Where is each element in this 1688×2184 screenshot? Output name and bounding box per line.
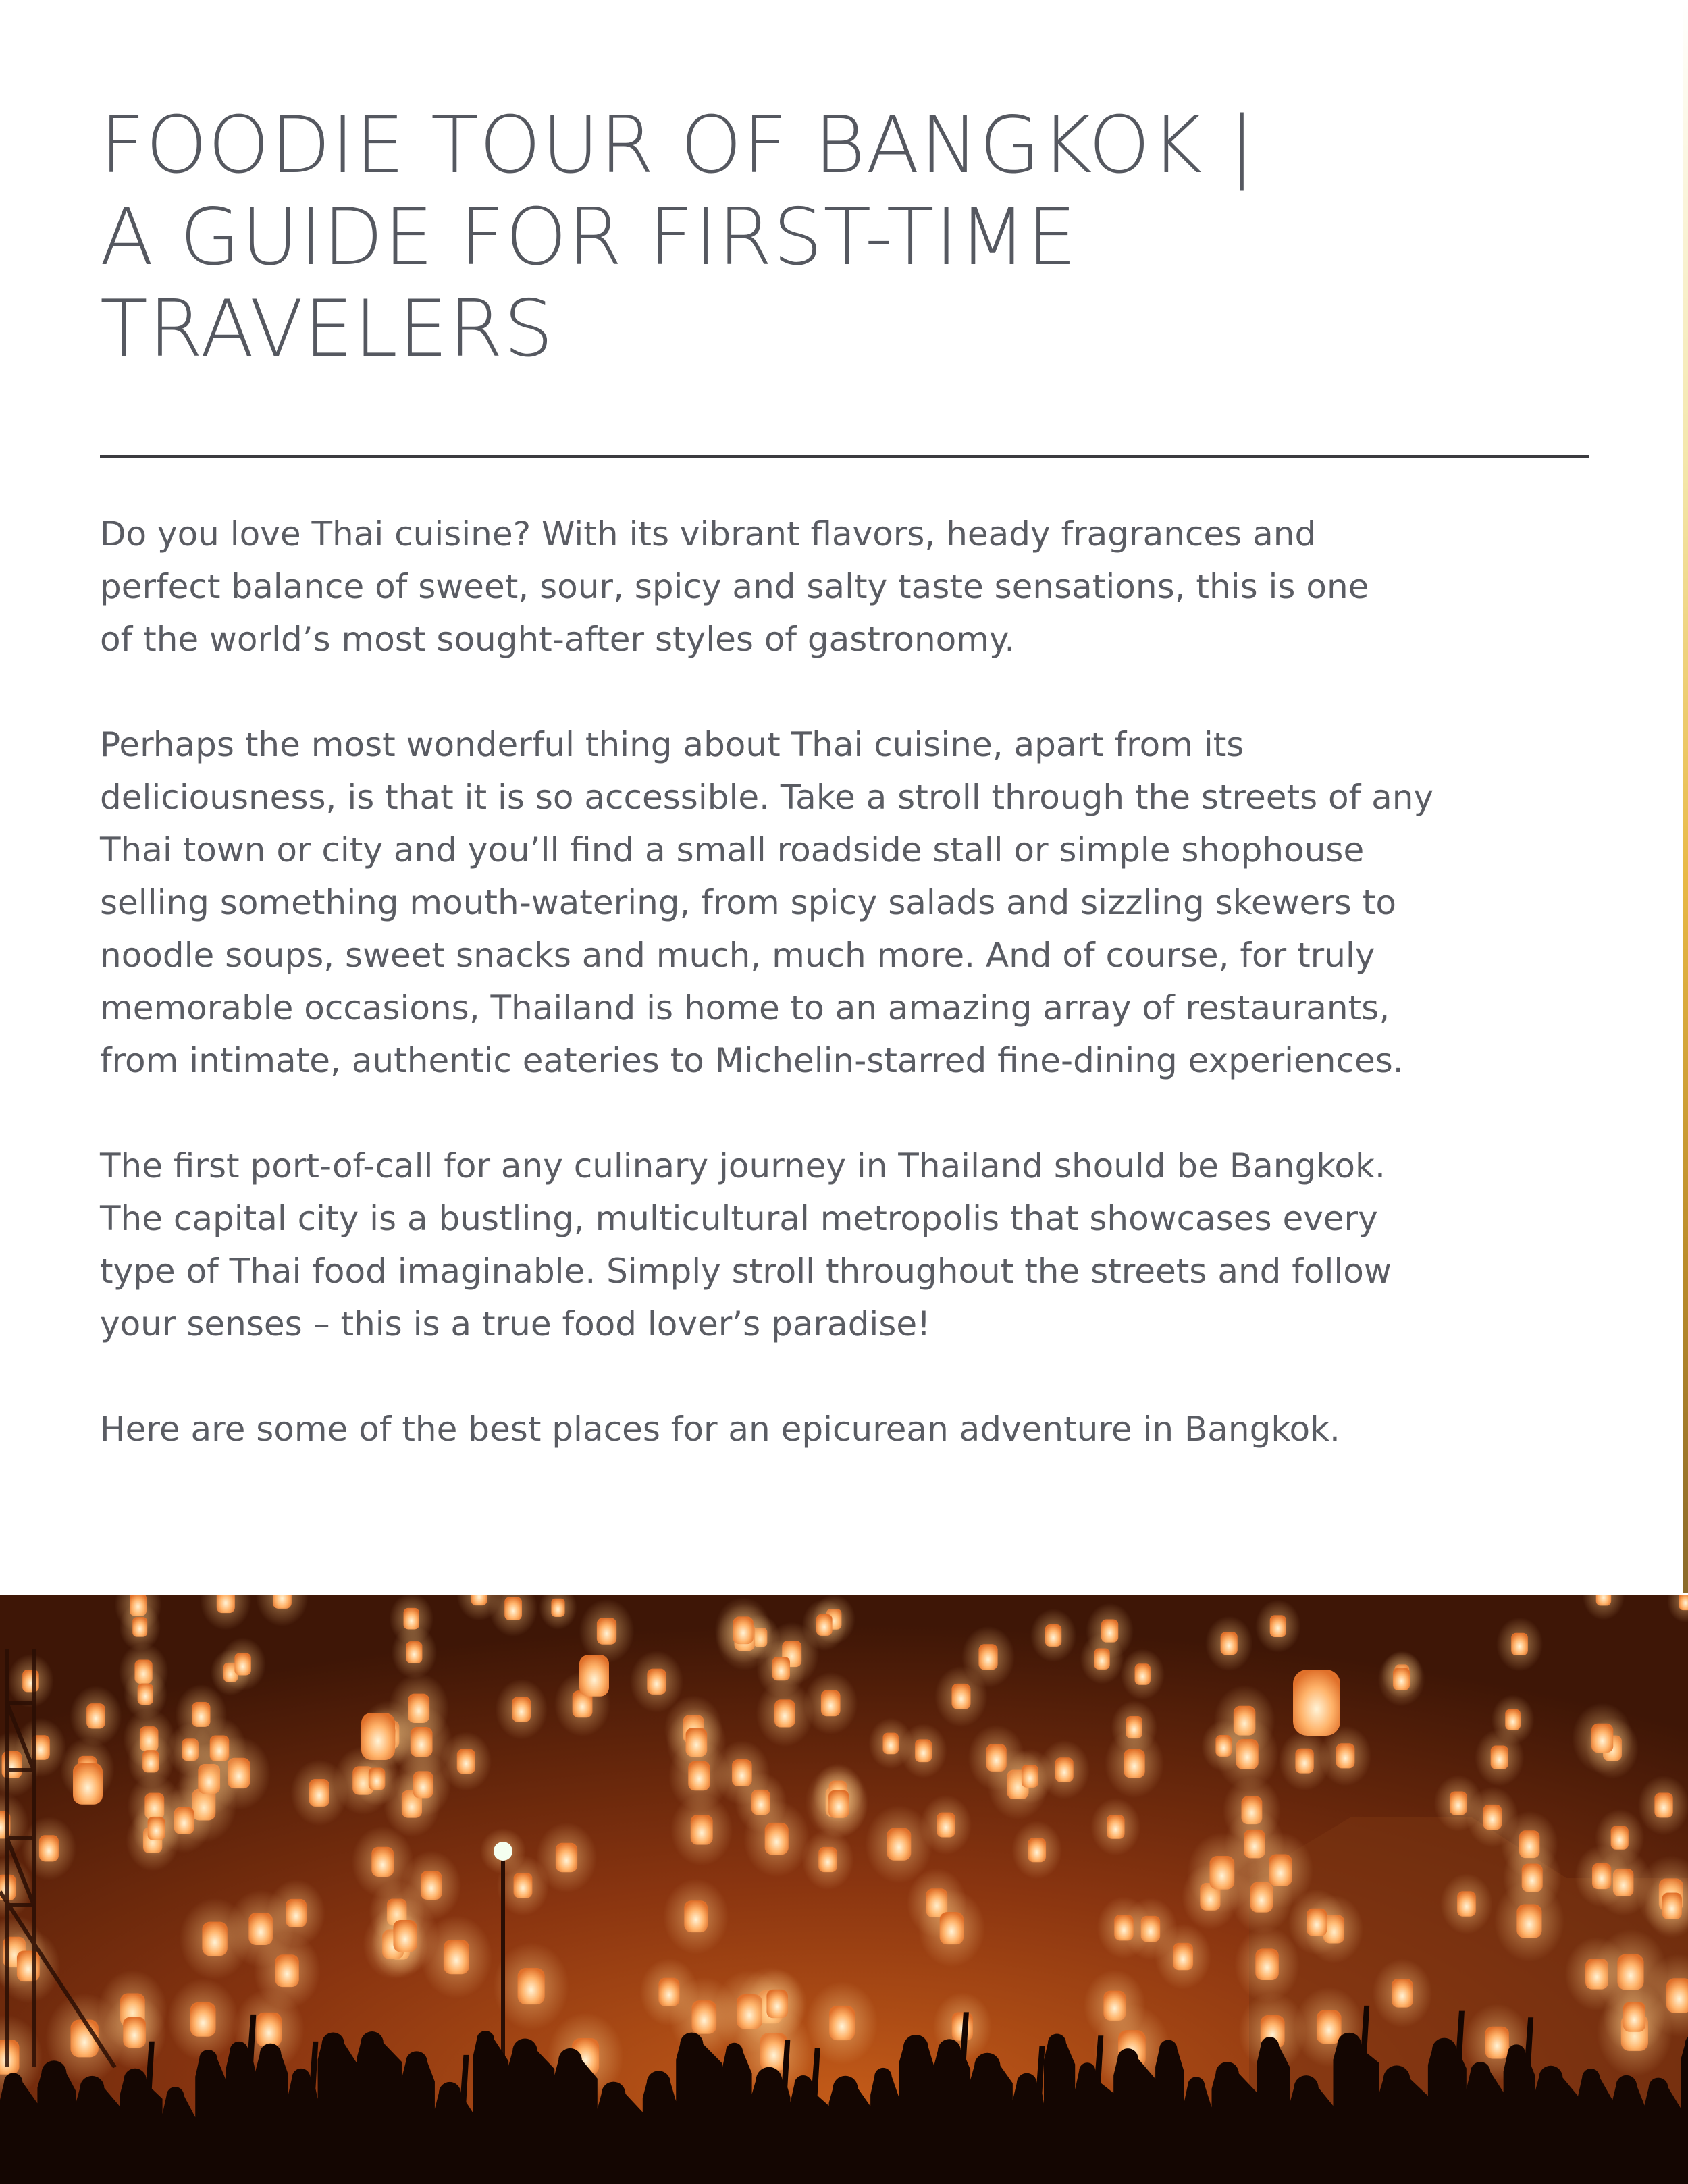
lantern xyxy=(1055,1757,1074,1782)
lantern xyxy=(940,1912,964,1944)
lantern xyxy=(1666,1978,1688,2013)
lantern xyxy=(821,1690,841,1717)
lantern xyxy=(1516,1905,1541,1938)
lantern xyxy=(1483,1805,1502,1830)
text-line: Here are some of the best places for an epicurean adventure in Bangkok. xyxy=(100,1410,1340,1449)
lantern xyxy=(772,1657,790,1680)
lantern xyxy=(406,1641,422,1663)
text-line: memorable occasions, Thailand is home to an amazing array of restaurants, xyxy=(100,988,1390,1028)
lantern xyxy=(190,2002,216,2037)
lantern xyxy=(444,1940,469,1974)
lantern xyxy=(766,1990,787,2018)
lantern xyxy=(597,1618,616,1645)
lantern xyxy=(394,1920,417,1952)
lantern xyxy=(1392,1979,1413,2008)
lantern xyxy=(1022,1765,1038,1788)
lantern xyxy=(518,1968,545,2004)
lantern xyxy=(887,1828,912,1861)
lantern xyxy=(551,1599,564,1617)
lantern xyxy=(421,1871,442,1900)
lantern xyxy=(1457,1891,1476,1916)
lantern xyxy=(937,1813,955,1838)
text-line: perfect balance of sweet, sour, spicy and salty taste sensations, this is one xyxy=(100,567,1369,606)
lantern xyxy=(1270,1615,1286,1637)
text-line: noodle soups, sweet snacks and much, much more. And of course, for truly xyxy=(100,936,1375,975)
lantern xyxy=(1623,2002,1645,2032)
lantern xyxy=(148,1817,165,1840)
closing-paragraph xyxy=(100,1403,1606,1456)
lantern xyxy=(828,1790,849,1818)
lantern xyxy=(1255,1948,1278,1980)
lantern xyxy=(471,1595,487,1605)
article-body xyxy=(100,508,1606,1508)
lantern xyxy=(978,1644,997,1670)
lantern xyxy=(688,1761,710,1791)
lantern xyxy=(514,1873,533,1898)
lantern xyxy=(73,1763,103,1805)
lantern xyxy=(1107,1815,1124,1839)
lantern xyxy=(1511,1633,1528,1655)
lantern xyxy=(457,1749,475,1774)
title-line: A GUIDE FOR FIRST-TIME xyxy=(100,192,1078,283)
lantern xyxy=(1505,1709,1521,1730)
text-line: from intimate, authentic eateries to Michelin-starred fine-dining experiences. xyxy=(100,1041,1404,1080)
lantern xyxy=(202,1922,227,1956)
lantern xyxy=(1591,1724,1613,1753)
text-line: type of Thai food imaginable. Simply stroll throughout the streets and follow xyxy=(100,1252,1392,1291)
lantern xyxy=(1450,1791,1467,1815)
lantern xyxy=(1662,1892,1682,1919)
lantern xyxy=(275,1954,298,1987)
title-line: FOODIE TOUR OF BANGKOK | xyxy=(100,100,1256,191)
lantern xyxy=(39,1835,59,1861)
lantern xyxy=(1393,1668,1410,1690)
lantern xyxy=(138,1684,153,1705)
lantern xyxy=(556,1843,577,1873)
lantern xyxy=(579,1655,609,1697)
lantern xyxy=(1491,1745,1508,1769)
lantern xyxy=(234,1653,250,1675)
lantern xyxy=(369,1767,386,1790)
lantern xyxy=(658,1978,679,2006)
lantern xyxy=(765,1823,789,1855)
title-divider xyxy=(100,455,1589,458)
lantern xyxy=(217,1595,235,1613)
text-line: your senses – this is a true food lover’s paradise! xyxy=(100,1304,931,1343)
accessibility-paragraph xyxy=(100,718,1606,1087)
lantern xyxy=(273,1595,292,1609)
lantern xyxy=(1135,1663,1151,1685)
lantern xyxy=(1124,1749,1144,1778)
lantern xyxy=(1293,1670,1340,1736)
lantern xyxy=(816,1614,833,1636)
text-line: of the world’s most sought-after styles of gastronomy. xyxy=(100,620,1016,659)
lantern xyxy=(1654,1793,1672,1818)
lantern xyxy=(732,1759,752,1786)
lantern xyxy=(1592,1863,1611,1889)
lantern xyxy=(1307,1909,1327,1936)
lantern xyxy=(1114,1915,1133,1940)
lantern xyxy=(17,1951,40,1982)
lantern xyxy=(883,1733,899,1755)
lantern xyxy=(309,1779,329,1807)
lantern xyxy=(1295,1749,1313,1774)
lantern xyxy=(123,2017,146,2048)
lantern xyxy=(986,1744,1007,1772)
lantern xyxy=(1028,1838,1046,1862)
lantern xyxy=(1269,1855,1292,1886)
lantern xyxy=(1094,1649,1109,1670)
lantern xyxy=(1215,1735,1232,1757)
text-line: Do you love Thai cuisine? With its vibrant flavors, heady fragrances and xyxy=(100,514,1317,554)
lantern xyxy=(1045,1624,1061,1647)
lantern xyxy=(86,1703,105,1728)
lantern xyxy=(733,1616,754,1644)
lantern xyxy=(512,1697,531,1722)
lantern xyxy=(818,1847,837,1872)
text-line: The capital city is a bustling, multicultural metropolis that showcases every xyxy=(100,1199,1378,1238)
lantern xyxy=(210,1735,230,1761)
street-light xyxy=(494,1842,512,1861)
text-line: deliciousness, is that it is so accessible. Take a stroll through the streets of any xyxy=(100,778,1434,817)
lantern xyxy=(361,1713,395,1760)
lantern xyxy=(1679,1595,1688,1610)
lantern xyxy=(1336,1743,1355,1768)
lantern xyxy=(0,2040,19,2075)
lantern xyxy=(647,1669,666,1695)
text-line: selling something mouth-watering, from spicy salads and sizzling skewers to xyxy=(100,883,1396,922)
text-line: Thai town or city and you’ll find a small roadside stall or simple shophouse xyxy=(100,830,1365,870)
text-line: The first port-of-call for any culinary journey in Thailand should be Bangkok. xyxy=(100,1146,1386,1186)
lantern xyxy=(774,1699,795,1727)
page-title xyxy=(100,100,1552,375)
lantern xyxy=(1611,1826,1629,1849)
lantern xyxy=(1485,2027,1508,2059)
lantern xyxy=(22,1670,39,1692)
lantern xyxy=(371,1847,394,1877)
text-line: Perhaps the most wonderful thing about Thai cuisine, apart from its xyxy=(100,725,1244,764)
lantern xyxy=(829,2006,855,2040)
lantern xyxy=(257,2013,282,2047)
lantern xyxy=(691,1815,713,1844)
lantern xyxy=(504,1597,522,1620)
lantern xyxy=(1173,1943,1193,1970)
lantern xyxy=(1596,1595,1611,1605)
bangkok-paragraph xyxy=(100,1140,1606,1350)
lantern-festival-photo xyxy=(0,1595,1688,2184)
lantern xyxy=(142,1750,159,1772)
lantern xyxy=(286,1899,307,1927)
lantern xyxy=(684,1900,708,1932)
lantern xyxy=(411,1727,433,1757)
lantern xyxy=(1317,2010,1342,2044)
lantern xyxy=(952,1684,971,1709)
page-edge-strip xyxy=(1683,0,1688,1593)
lantern xyxy=(1221,1632,1238,1655)
title-line: TRAVELERS xyxy=(100,284,554,375)
lantern xyxy=(915,1739,932,1762)
intro-paragraph xyxy=(100,508,1606,666)
lantern xyxy=(132,1617,147,1637)
